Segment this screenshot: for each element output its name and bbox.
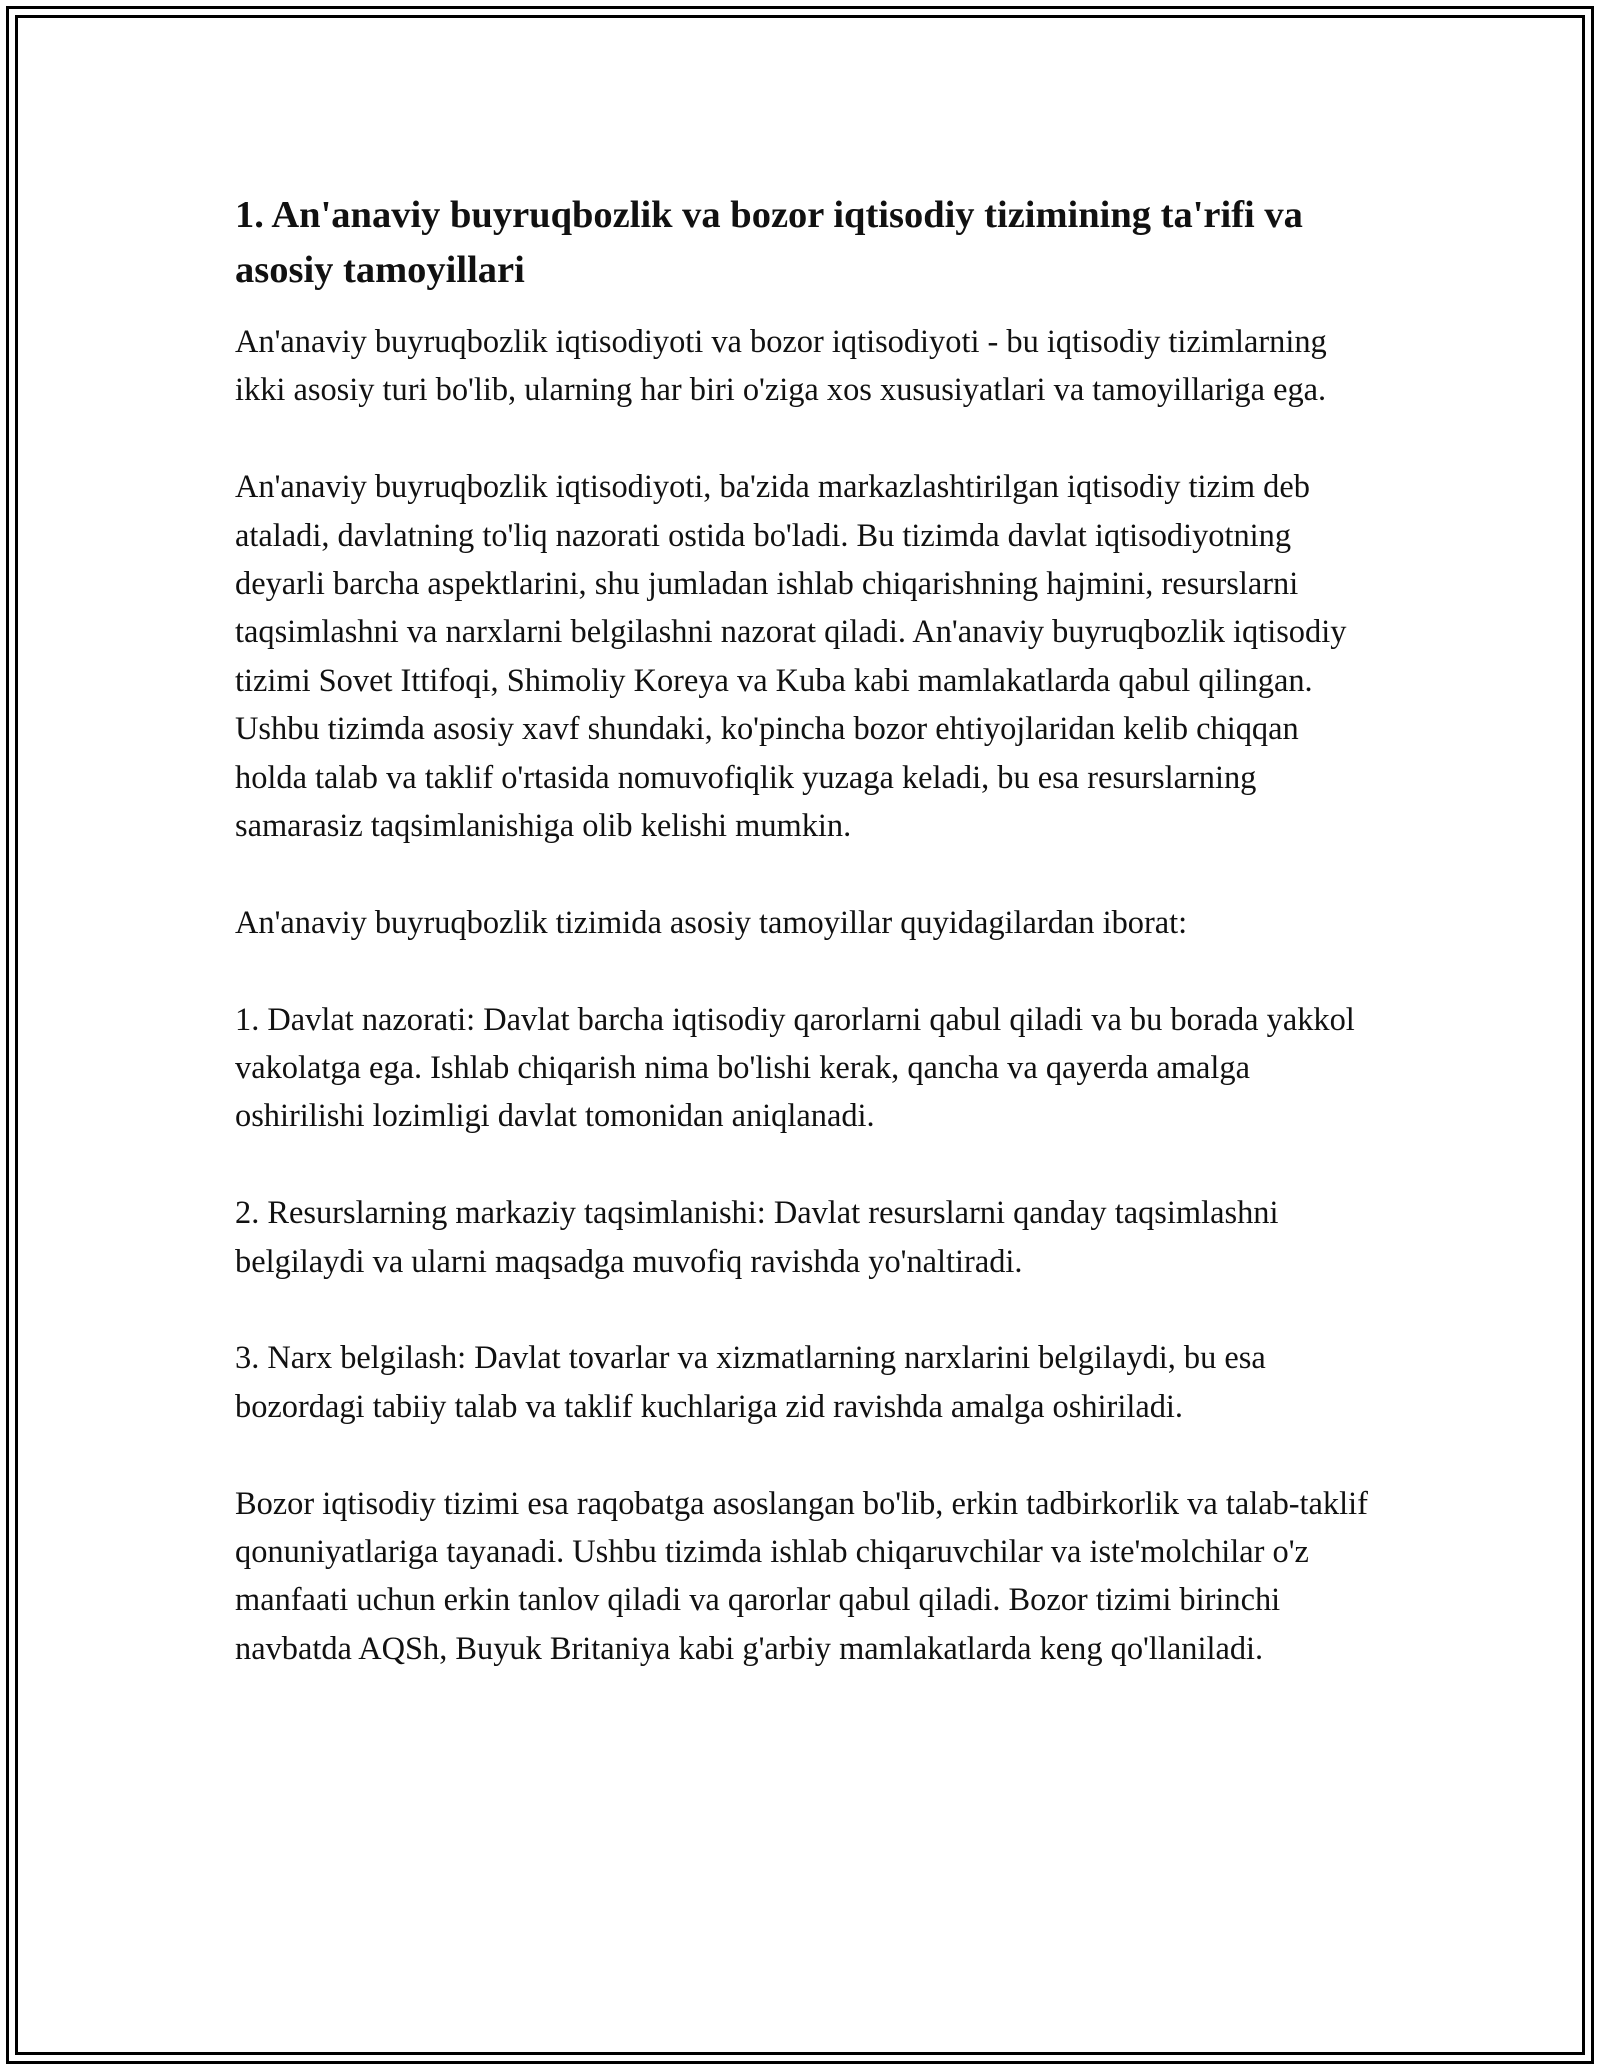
paragraph-principles-intro: An'anaviy buyruqbozlik tizimida asosiy tamoyillar quyidagilardan iborat: bbox=[235, 904, 1188, 941]
paragraph-market-economy: Bozor iqtisodiy tizimi esa raqobatga asoslangan bo'lib, erkin tadbirkorlik va talab-taklif qonuniyatlariga tayanadi. Ushbu tizimda ishlab chiqaruvchilar va iste'molchilar o'z manfaati uchun erkin tanlov qiladi va qarorlar qabul qiladi. Bozor tizimi birinchi navbatda AQSh, Buyuk Britaniya kabi g'arbiy mamlakatlarda keng qo'llaniladi. bbox=[235, 1485, 1368, 1667]
paragraph-intro: An'anaviy buyruqbozlik iqtisodiyoti va bozor iqtisodiyoti - bu iqtisodiy tizimlarning ikki asosiy turi bo'lib, ularning har biri o'ziga xos xususiyatlari va tamoyillariga ega. bbox=[235, 324, 1327, 409]
list-item-resource-allocation: 2. Resurslarning markaziy taqsimlanishi: Davlat resurslarni qanday taqsimlashni belgilaydi va ularni maqsadga muvofiq ravishda yo'naltiradi. bbox=[235, 1195, 1279, 1280]
paragraph-command-economy: An'anaviy buyruqbozlik iqtisodiyoti, ba'zida markazlashtirilgan iqtisodiy tizim deb ataladi, davlatning to'liq nazorati ostida bo'ladi. Bu tizimda davlat iqtisodiyotning deyarli barcha aspektlarini, shu jumladan ishlab chiqarishning hajmini, resurslarni taqsimlashni va narxlarni belgilashni nazorat qiladi. An'anaviy buyruqbozlik iqtisodiy tizimi Sovet Ittifoqi, Shimoliy Koreya va Kuba kabi mamlakatlarda qabul qilingan. Ushbu tizimda asosiy xavf shundaki, ko'pincha bozor ehtiyojlaridan kelib chiqqan holda talab va taklif o'rtasida nomuvofiqlik yuzaga keladi, bu esa resurslarning samarasiz taqsimlanishiga olib kelishi mumkin. bbox=[235, 469, 1347, 845]
list-item-price-setting: 3. Narx belgilash: Davlat tovarlar va xizmatlarning narxlarini belgilaydi, bu esa bozordagi tabiiy talab va taklif kuchlariga zid ravishda amalga oshiriladi. bbox=[235, 1340, 1266, 1425]
list-item-state-control: 1. Davlat nazorati: Davlat barcha iqtisodiy qarorlarni qabul qiladi va bu borada yakkol vakolatga ega. Ishlab chiqarish nima bo'lishi kerak, qancha va qayerda amalga oshirilishi lozimligi davlat tomonidan aniqlanadi. bbox=[235, 1001, 1355, 1135]
document-body bbox=[235, 188, 1375, 1722]
section-heading: 1. An'anaviy buyruqbozlik va bozor iqtisodiy tizimining ta'rifi va asosiy tamoyillari bbox=[235, 194, 1303, 291]
